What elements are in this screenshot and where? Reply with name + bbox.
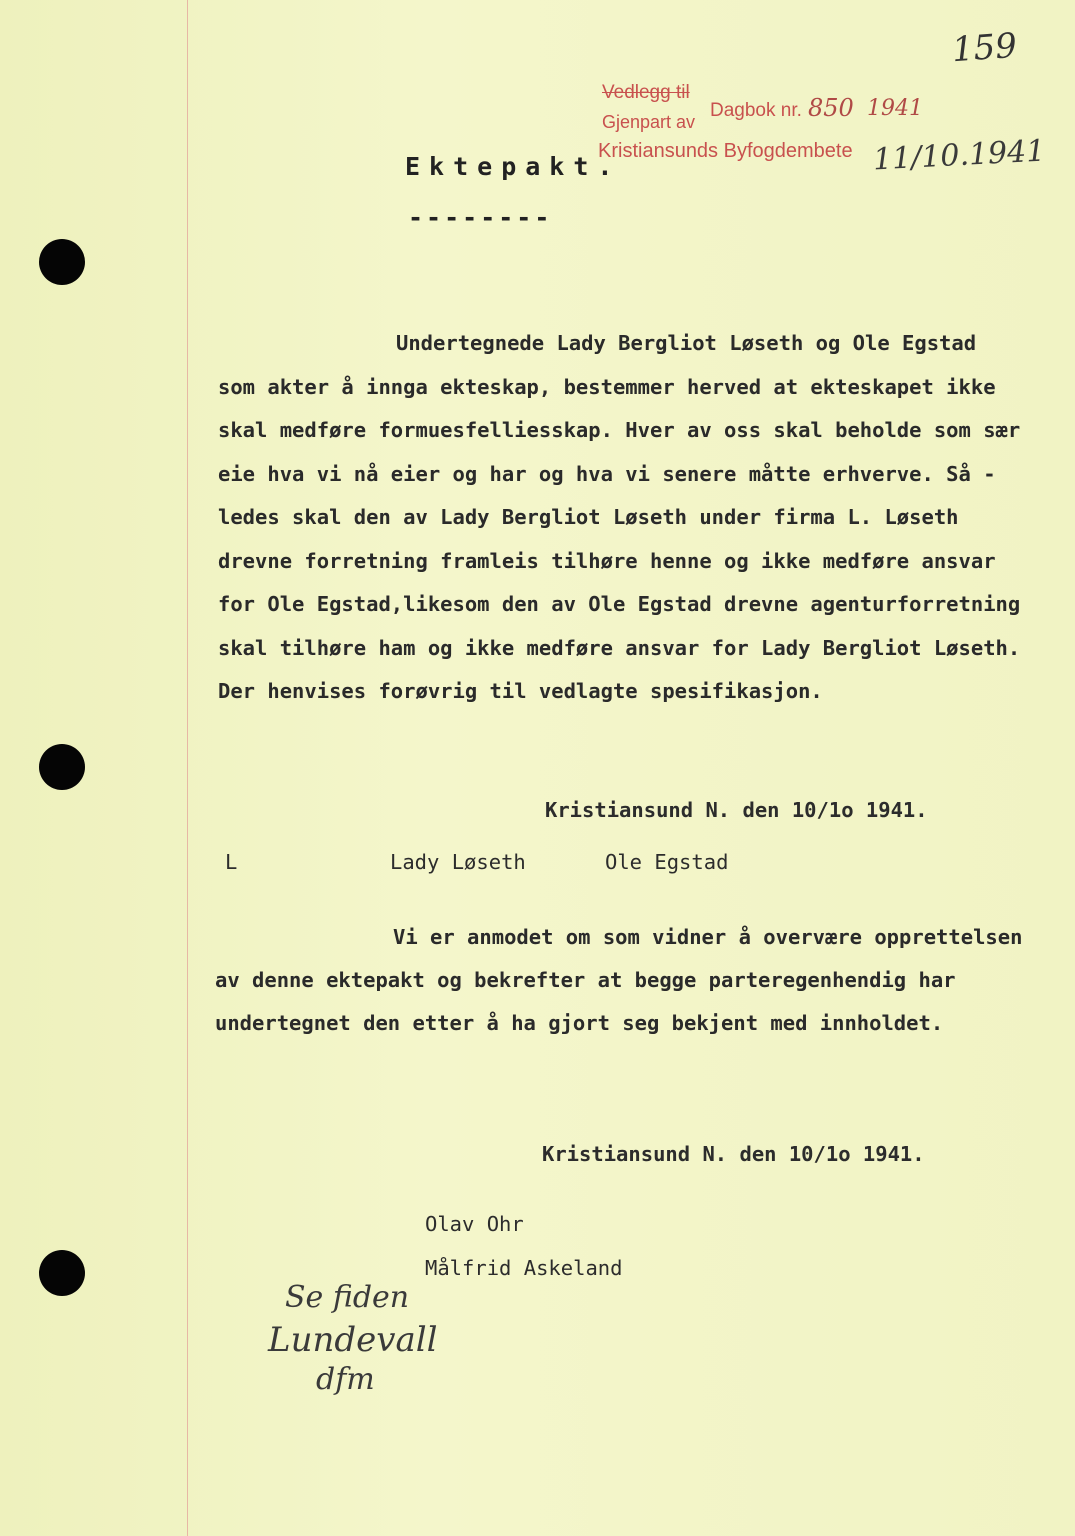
stamp-office: Kristiansunds Byfogdembete <box>598 140 853 162</box>
paragraph-line: for Ole Egstad,likesom den av Ole Egstad drevne agenturforretning <box>218 592 1021 616</box>
punch-hole <box>39 1250 85 1296</box>
paragraph-line: drevne forretning framleis tilhøre henne og ikke medføre ansvar <box>218 548 996 573</box>
stamp-date-handwritten: 11/10.1941 <box>872 133 1047 178</box>
paragraph-line: skal medføre formuesfelliesskap. Hver av oss skal beholde som sær <box>218 418 1021 442</box>
agreement-paragraph <box>218 322 1048 714</box>
handwritten-note-line: Lundevall <box>268 1320 438 1360</box>
witness-paragraph <box>215 916 1055 1045</box>
stamp-dagbok-number: 850 <box>808 94 854 122</box>
paragraph-line: Undertegnede Lady Bergliot Løseth og Ole Egstad <box>396 331 977 355</box>
page-number: 159 <box>950 25 1019 71</box>
stamp-gjenpart: Gjenpart av <box>602 112 696 132</box>
paragraph-line: Der henvises forøvrig til vedlagte spesifikasjon. <box>218 679 823 703</box>
stamp-vedlegg: Vedlegg til <box>602 82 690 103</box>
document-title: Ektepakt. <box>405 152 622 181</box>
punch-hole <box>39 239 85 285</box>
witness-malfrid-askeland: Målfrid Askeland <box>425 1256 623 1280</box>
handwritten-note-line: Se fiden <box>285 1280 410 1315</box>
stamp-dagbok-year: 1941 <box>867 96 923 121</box>
place-date-2: Kristiansund N. den 10/1o 1941. <box>542 1142 925 1166</box>
paragraph-line: skal tilhøre ham og ikke medføre ansvar for Lady Bergliot Løseth. <box>218 635 1021 660</box>
paragraph-line: Vi er anmodet om som vidner å overvære opprettelsen <box>393 925 1023 949</box>
title-rule: -------- <box>408 203 553 232</box>
stamp-dagbok-label: Dagbok nr. <box>710 100 802 121</box>
margin-line <box>187 0 188 1536</box>
paragraph-line: som akter å innga ekteskap, bestemmer herved at ekteskapet ikke <box>218 374 996 399</box>
punch-hole <box>39 744 85 790</box>
signature-lady-loseth: Lady Løseth <box>390 850 526 874</box>
handwritten-note-line: dfm <box>316 1362 375 1397</box>
paragraph-line: ledes skal den av Lady Bergliot Løseth under firma L. Løseth <box>218 505 959 529</box>
paragraph-line: undertegnet den etter å ha gjort seg bekjent med innholdet. <box>215 1011 944 1035</box>
place-date-1: Kristiansund N. den 10/1o 1941. <box>545 798 928 822</box>
paragraph-line: av denne ektepakt og bekrefter at begge parteregenhendig har <box>215 968 956 992</box>
signature-ole-egstad: Ole Egstad <box>605 850 729 874</box>
witness-olav-ohr: Olav Ohr <box>425 1212 524 1236</box>
signature-mark-l: L <box>225 850 238 874</box>
paragraph-line: eie hva vi nå eier og har og hva vi senere måtte erhverve. Så - <box>218 461 996 486</box>
